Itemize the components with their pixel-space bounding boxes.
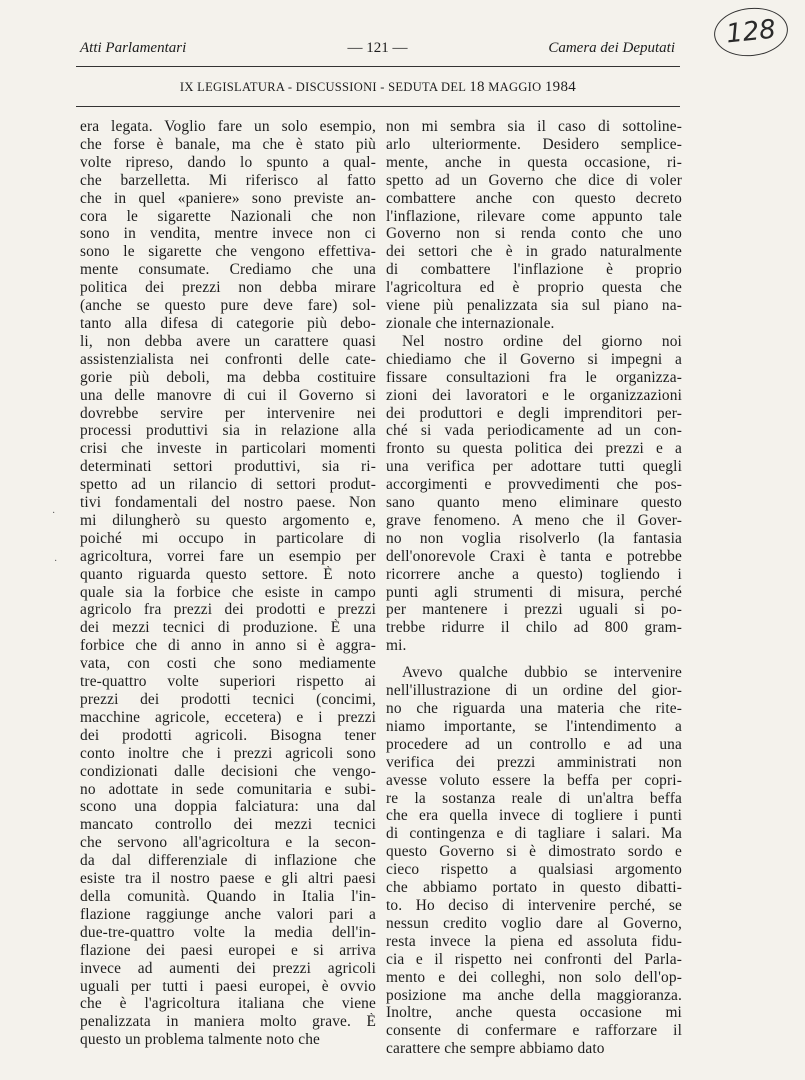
handwritten-page-stamp: 128 bbox=[712, 4, 791, 59]
text-line: gorie più deboli, ma debba costituire bbox=[80, 368, 376, 386]
session-month: MAGGIO bbox=[488, 80, 542, 94]
text-line: tre-quattro volte superiori rispetto ai bbox=[80, 673, 376, 691]
text-line: sono le sigarette che vengono effettiva- bbox=[80, 243, 376, 261]
text-line: crisi che investe in particolari momenti bbox=[80, 440, 376, 458]
text-line: dell'onorevole Craxi è tanta e potrebbe bbox=[386, 547, 682, 565]
text-line: mente consumate. Crediamo che una bbox=[80, 261, 376, 279]
text-line: flazione dei paesi europei e si arriva bbox=[80, 941, 376, 959]
margin-mark: · bbox=[52, 508, 56, 519]
text-line: no adottate in sede comunitaria e subi- bbox=[80, 780, 376, 798]
text-line: volte ripreso, dando lo spunto a qual- bbox=[80, 153, 376, 171]
text-line: esiste tra il nostro paese e gli altri paesi bbox=[80, 870, 376, 888]
text-line: no che riguarda una materia che rite- bbox=[386, 700, 682, 717]
text-line: scono una doppia falciatura: una dal bbox=[80, 798, 376, 816]
text-line: sono in vendita, mentre invece non ci bbox=[80, 225, 376, 243]
text-line: che in quel «paniere» sono previste an- bbox=[80, 189, 376, 207]
text-line: sano quanto meno eliminare questo bbox=[386, 494, 682, 512]
text-line: mi dilungherò su questo argomento e, bbox=[80, 511, 376, 529]
text-line: che barzelletta. Mi riferisco al fatto bbox=[80, 171, 376, 189]
text-line: zionale che internazionale. bbox=[386, 314, 555, 332]
text-line: condizionati dalle decisioni che vengo- bbox=[80, 762, 376, 780]
text-line: mi. bbox=[386, 637, 407, 655]
text-line: due-tre-quattro volte la media dell'in- bbox=[80, 923, 376, 941]
text-line: dovrebbe servire per intervenire nei bbox=[80, 404, 376, 422]
page-header bbox=[80, 40, 675, 64]
text-line: vata, con costi che sono mediamente bbox=[80, 655, 376, 673]
text-line: zioni dei lavoratori e le organizzazioni bbox=[386, 386, 682, 404]
text-line: di contingenza e di tagliare i salari. Ma bbox=[386, 825, 682, 843]
text-line: Inoltre, anche questa occasione mi bbox=[386, 1004, 682, 1022]
text-line: penalizzata in maniera molto grave. È bbox=[80, 1013, 376, 1031]
text-line: invece ad aumenti dei prezzi agricoli bbox=[80, 959, 376, 977]
text-line: quale sia la forbice che esiste in campo bbox=[80, 583, 376, 601]
text-line: flazione raggiunge anche valori pari a bbox=[80, 905, 376, 923]
text-line: che forse è banale, ma che è stato più bbox=[80, 135, 376, 153]
text-line: per mantenere i prezzi uguali si po- bbox=[386, 601, 682, 619]
header-chamber: Camera dei Deputati bbox=[548, 40, 675, 56]
text-line: nell'illustrazione di un ordine del gior- bbox=[386, 682, 682, 700]
text-line: fissare consultazioni fra le organizza- bbox=[386, 368, 682, 386]
text-line: dei settori che è in grado naturalmente bbox=[386, 243, 682, 261]
text-line: quanto riguarda questo settore. È noto bbox=[80, 565, 376, 583]
text-line: accorgimenti e provvedimenti che pos- bbox=[386, 476, 682, 494]
text-line: trebbe ridurre il chilo ad 800 gram- bbox=[386, 619, 682, 637]
text-line: dei mezzi tecnici di produzione. È una bbox=[80, 619, 376, 637]
text-line: di combattere l'inflazione è proprio bbox=[386, 261, 682, 279]
text-line: Nel nostro ordine del giorno noi bbox=[402, 332, 682, 350]
text-line: Governo non si renda conto che uno bbox=[386, 225, 682, 243]
text-line: politica dei prezzi non debba mirare bbox=[80, 279, 376, 297]
text-line: fronto su questa politica dei prezzi e a bbox=[386, 440, 682, 458]
text-line: che è l'agricoltura italiana che viene bbox=[80, 995, 376, 1013]
text-line: dei prodotti agricoli. Bisogna tener bbox=[80, 726, 376, 744]
text-line: viene più penalizzata sia sul piano na- bbox=[386, 297, 682, 315]
text-line: Avevo qualche dubbio se intervenire bbox=[402, 664, 682, 682]
text-line: avesse voluto essere la beffa per copri- bbox=[386, 771, 682, 789]
text-line: che era quella invece di togliere i punti bbox=[386, 807, 682, 825]
text-line: li, non debba avere un carattere quasi bbox=[80, 332, 376, 350]
text-line: arlo ulteriormente. Desidero semplice- bbox=[386, 135, 682, 153]
text-line: ricorrere anche a questo) togliendo i bbox=[386, 565, 682, 583]
subheader-rule bbox=[76, 106, 680, 107]
text-line: non mi sembra sia il caso di sottoline- bbox=[386, 118, 682, 135]
text-line: questo Governo si è dimostrato sordo e bbox=[386, 843, 682, 861]
text-line: consente di confermare e rafforzare il bbox=[386, 1022, 682, 1040]
text-line: forbice che di anno in anno si è aggra- bbox=[80, 637, 376, 655]
session-day: 18 bbox=[469, 79, 485, 95]
text-line: punti agli strumenti di misura, perché bbox=[386, 583, 682, 601]
text-line: agricoltura, vorrei fare un esempio per bbox=[80, 547, 376, 565]
text-line: l'inflazione, rilevare come appunto tale bbox=[386, 207, 682, 225]
text-line: cia e il rispetto nei confronti del Parla- bbox=[386, 950, 682, 968]
text-line: mento e dei colleghi, non solo dell'op- bbox=[386, 968, 682, 986]
text-line: combattere anche con questo decreto bbox=[386, 189, 682, 207]
text-line: una verifica per adottare tutti quegli bbox=[386, 458, 682, 476]
text-line: che servono all'agricoltura e la secon- bbox=[80, 834, 376, 852]
text-line: niamo importante, se l'intendimento a bbox=[386, 717, 682, 735]
text-line: dei produttori e degli imprenditori per- bbox=[386, 404, 682, 422]
text-line: spetto ad un rilancio di settori produt- bbox=[80, 476, 376, 494]
text-line: determinati settori produttivi, sia ri- bbox=[80, 458, 376, 476]
text-line: cora le sigarette Nazionali che non bbox=[80, 207, 376, 225]
text-line: agricolo fra prezzi dei prodotti e prezzi bbox=[80, 601, 376, 619]
text-line: cieco rispetto a qualsiasi argomento bbox=[386, 861, 682, 879]
text-line: procedere ad un controllo e ad una bbox=[386, 735, 682, 753]
text-line: nessun credito voglio dare al Governo, bbox=[386, 914, 682, 932]
text-line: to. Ho deciso di intervenire perché, se bbox=[386, 896, 682, 914]
text-line: da dal differenziale di inflazione che bbox=[80, 852, 376, 870]
text-line: resta invece la piena ed assoluta fidu- bbox=[386, 932, 682, 950]
text-line: grave fenomeno. A meno che il Gover- bbox=[386, 511, 682, 529]
text-line: mancato controllo dei mezzi tecnici bbox=[80, 816, 376, 834]
text-line: macchine agricole, eccetera) e i prezzi bbox=[80, 708, 376, 726]
text-line: poiché mi occupo in particolare di bbox=[80, 529, 376, 547]
text-line: era legata. Voglio fare un solo esempio, bbox=[80, 118, 376, 135]
header-rule bbox=[76, 66, 680, 67]
text-line: della comunità. Quando in Italia l'in- bbox=[80, 887, 376, 905]
text-line: tivi fondamentali del nostro paese. Non bbox=[80, 494, 376, 512]
margin-mark: · bbox=[54, 556, 58, 567]
text-line: questo un problema talmente noto che bbox=[80, 1031, 321, 1049]
text-line: mente, anche in questa occasione, ri- bbox=[386, 153, 682, 171]
text-line: no non voglia risolverlo (la fantasia bbox=[386, 529, 682, 547]
text-line: verifica dei prezzi amministrati non bbox=[386, 753, 682, 771]
session-subheader bbox=[76, 79, 680, 96]
text-line: processi produttivi sia in relazione alla bbox=[80, 422, 376, 440]
text-line: l'agricoltura ed è proprio questa che bbox=[386, 279, 682, 297]
page-number: — 121 — bbox=[347, 40, 408, 56]
text-line: tanto alla difesa di categorie più debo- bbox=[80, 314, 376, 332]
text-line: chiediamo che il Governo si impegni a bbox=[386, 350, 682, 368]
text-line: re la sostanza reale di un'altra beffa bbox=[386, 789, 682, 807]
text-line: carattere che sempre abbiamo dato bbox=[386, 1040, 605, 1058]
text-line: posizione ma anche della maggioranza. bbox=[386, 986, 682, 1004]
text-line: prezzi dei prodotti tecnici (concimi, bbox=[80, 691, 376, 708]
right-text-column bbox=[386, 118, 682, 1058]
text-line: assistenzialista nei confronti delle cate- bbox=[80, 350, 376, 368]
session-label: IX LEGISLATURA - DISCUSSIONI - SEDUTA DEL bbox=[179, 80, 466, 94]
text-line: ché si vada periodicamente ad un con- bbox=[386, 422, 682, 440]
text-line: che abbiamo portato in questo dibatti- bbox=[386, 879, 682, 897]
text-line: uguali per tutti i paesi europei, è ovvio bbox=[80, 977, 376, 995]
text-line: spetto ad un Governo che dice di voler bbox=[386, 171, 682, 189]
left-text-column bbox=[80, 118, 376, 1049]
text-line: conto inoltre che i prezzi agricoli sono bbox=[80, 744, 376, 762]
header-publication: Atti Parlamentari bbox=[80, 40, 187, 56]
session-year: 1984 bbox=[544, 79, 577, 95]
text-line: una delle manovre di cui il Governo si bbox=[80, 386, 376, 404]
text-line: (anche se questo pure deve fare) sol- bbox=[80, 297, 376, 315]
